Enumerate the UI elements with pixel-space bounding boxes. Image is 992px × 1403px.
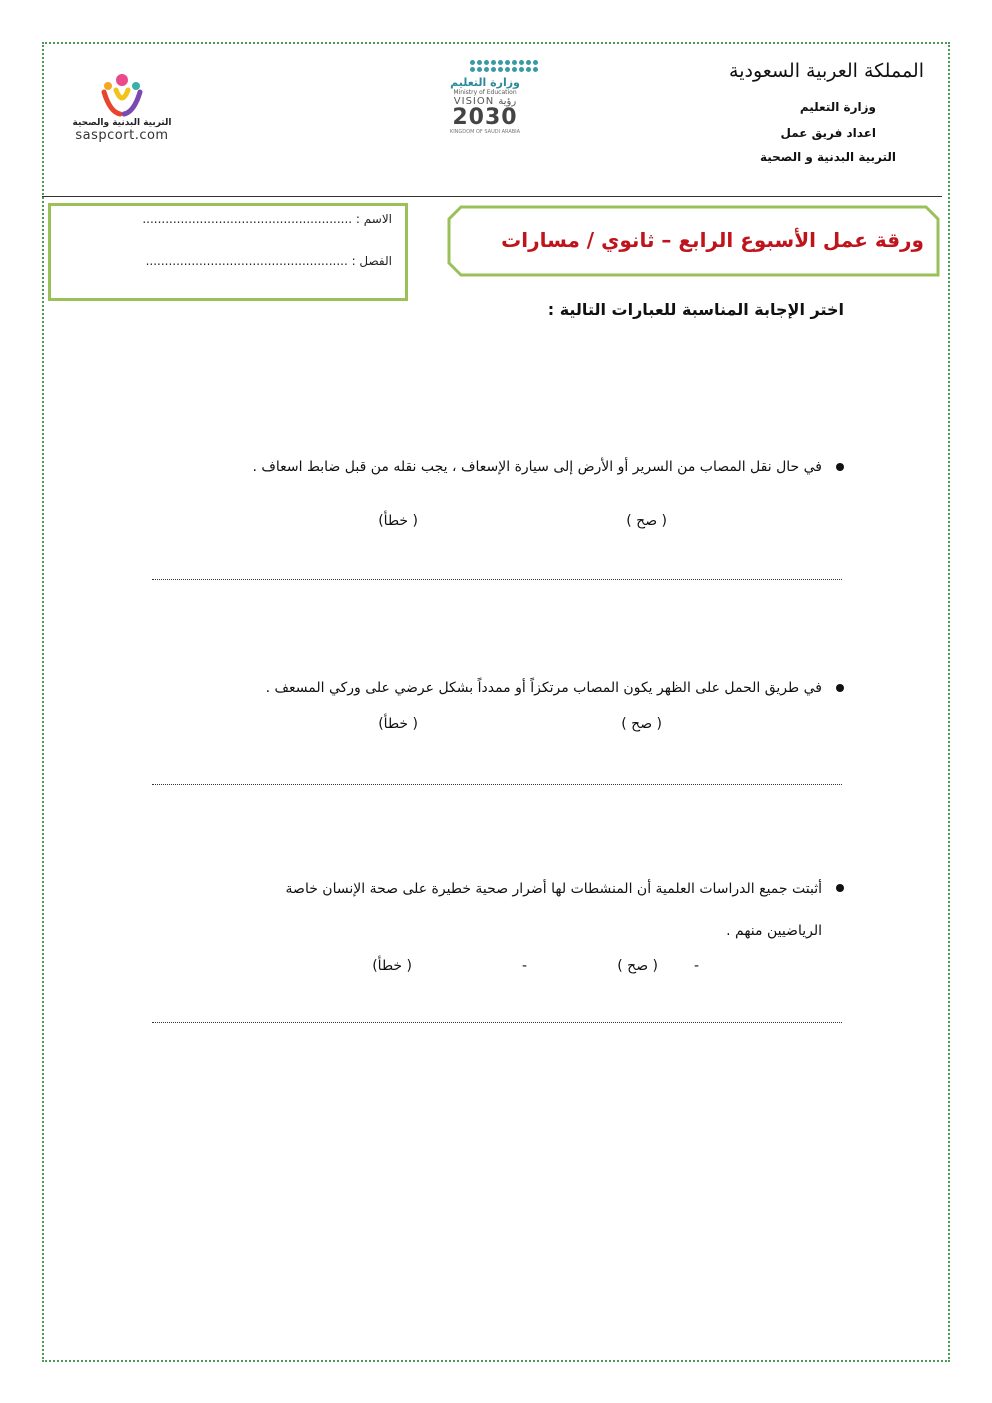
kingdom-en-label: KINGDOM OF SAUDI ARABIA xyxy=(449,129,521,135)
answer-line xyxy=(152,1022,842,1023)
ministry-logo-arabic: وزارة التعليم xyxy=(450,76,520,89)
question-2-text: في طريق الحمل على الظهر يكون المصاب مرتكزاً أو ممدداً بشكل عرضي على وركي المسعف . xyxy=(265,680,822,696)
class-field[interactable]: الفصل : ..................................................... xyxy=(145,254,392,268)
ministry-of-education-logo xyxy=(430,60,540,152)
question-3-text-line2: الرياضيين منهم . xyxy=(726,923,822,939)
pe-health-logo xyxy=(72,72,172,152)
department-label: التربية البدنية و الصحية xyxy=(759,150,896,164)
worksheet-title: ورقة عمل الأسبوع الرابع – ثانوي / مسارات xyxy=(501,228,924,252)
question-1-false-option[interactable]: ( خطأ) xyxy=(378,513,418,529)
vision-year: 2030 xyxy=(452,105,518,130)
pe-logo-site: saspcort.com xyxy=(75,128,169,143)
header-divider xyxy=(42,196,942,197)
answer-line xyxy=(152,784,842,785)
bullet-icon xyxy=(836,463,844,471)
question-3-text-line1: أثبتت جميع الدراسات العلمية أن المنشطات لها أضرار صحية خطيرة على صحة الإنسان خاصة xyxy=(285,881,822,897)
prepared-by-label: اعداد فريق عمل xyxy=(780,126,876,140)
question-3-false-option[interactable]: ( خطأ) xyxy=(372,958,412,974)
name-field[interactable]: الاسم : ....................................................... xyxy=(142,212,392,226)
instruction-text: اختر الإجابة المناسبة للعبارات التالية : xyxy=(547,300,844,319)
dash-separator: - xyxy=(694,958,700,974)
question-1-text: في حال نقل المصاب من السرير أو الأرض إلى سيارة الإسعاف ، يجب نقله من قبل ضابط اسعاف . xyxy=(252,459,822,475)
ministry-dots-icon xyxy=(470,60,540,72)
answer-line xyxy=(152,579,842,580)
bullet-icon xyxy=(836,684,844,692)
question-3-true-option[interactable]: ( صح ) xyxy=(617,958,658,974)
question-2-true-option[interactable]: ( صح ) xyxy=(621,716,662,732)
question-1-true-option[interactable]: ( صح ) xyxy=(626,513,667,529)
question-2-false-option[interactable]: ( خطأ) xyxy=(378,716,418,732)
vision-label: VISION رؤية xyxy=(453,96,517,107)
ministry-label: وزارة التعليم xyxy=(799,100,876,114)
bullet-icon xyxy=(836,884,844,892)
pe-figure-icon xyxy=(96,72,148,118)
pe-logo-arabic: التربية البدنية والصحية xyxy=(72,118,172,128)
dash-separator: - xyxy=(522,958,528,974)
kingdom-label: المملكة العربية السعودية xyxy=(729,60,924,82)
ministry-logo-english: Ministry of Education xyxy=(453,89,517,96)
